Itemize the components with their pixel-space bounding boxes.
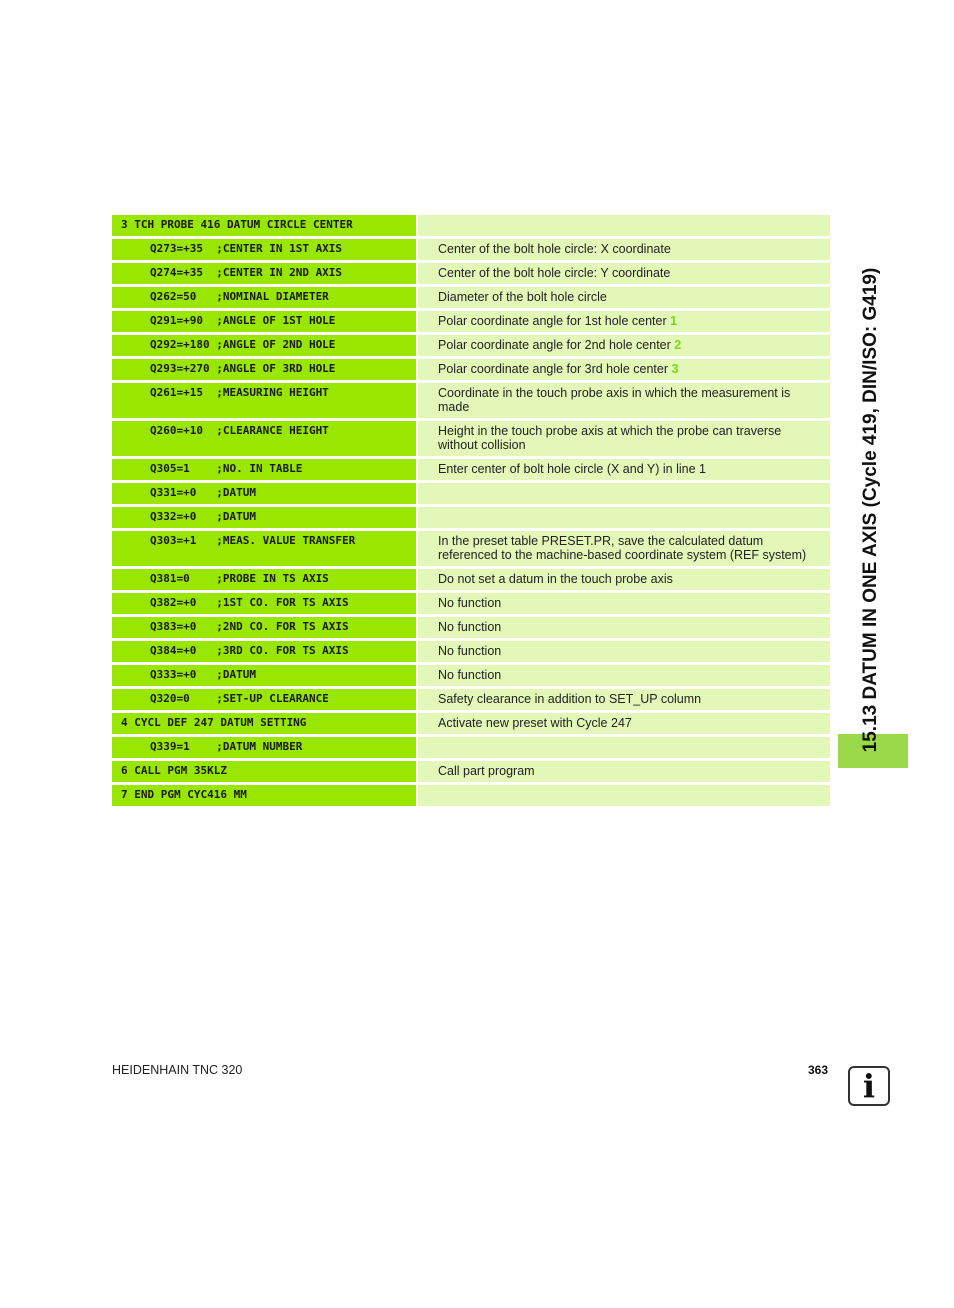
code-description — [418, 785, 830, 806]
code-description — [418, 459, 830, 480]
nc-code-line: Q381=0 ;PROBE IN TS AXIS — [112, 569, 416, 590]
nc-code-line: Q384=+0 ;3RD CO. FOR TS AXIS — [112, 641, 416, 662]
code-description — [418, 713, 830, 734]
code-description — [418, 531, 830, 566]
nc-code-line: Q320=0 ;SET-UP CLEARANCE — [112, 689, 416, 710]
program-row — [112, 335, 830, 356]
description-text: Polar coordinate angle for 1st hole center — [438, 314, 671, 328]
code-description — [418, 239, 830, 260]
code-description — [418, 641, 830, 662]
description-text: Activate new preset with Cycle 247 — [438, 716, 632, 730]
hole-marker-number: 2 — [674, 338, 682, 352]
description-text: Call part program — [438, 764, 535, 778]
nc-code-line: 3 TCH PROBE 416 DATUM CIRCLE CENTER — [112, 215, 416, 236]
code-description — [418, 761, 830, 782]
nc-code-line: Q332=+0 ;DATUM — [112, 507, 416, 528]
nc-code-line: Q333=+0 ;DATUM — [112, 665, 416, 686]
nc-code-line: Q293=+270 ;ANGLE OF 3RD HOLE — [112, 359, 416, 380]
nc-code-line: Q303=+1 ;MEAS. VALUE TRANSFER — [112, 531, 416, 566]
program-row — [112, 531, 830, 566]
description-text: Center of the bolt hole circle: X coordinate — [438, 242, 671, 256]
description-text: No function — [438, 668, 502, 682]
program-row — [112, 263, 830, 284]
program-row — [112, 641, 830, 662]
description-text: No function — [438, 596, 502, 610]
code-description — [418, 215, 830, 236]
program-row — [112, 483, 830, 504]
code-description — [418, 617, 830, 638]
code-description — [418, 263, 830, 284]
description-text: Enter center of bolt hole circle (X and Y) in line 1 — [438, 462, 706, 476]
nc-code-line: Q331=+0 ;DATUM — [112, 483, 416, 504]
nc-code-line: Q291=+90 ;ANGLE OF 1ST HOLE — [112, 311, 416, 332]
program-listing — [112, 215, 830, 809]
hole-marker-number: 3 — [671, 362, 679, 376]
program-row — [112, 311, 830, 332]
page-number: 363 — [808, 1063, 829, 1077]
program-row — [112, 689, 830, 710]
program-row — [112, 737, 830, 758]
description-text: Height in the touch probe axis at which the probe can traverse without collision — [438, 424, 782, 452]
description-text: In the preset table PRESET.PR, save the calculated datum referenced to the machine-based coordinate system (REF system) — [438, 534, 807, 562]
description-text: Polar coordinate angle for 3rd hole center — [438, 362, 672, 376]
description-text: Do not set a datum in the touch probe axis — [438, 572, 673, 586]
code-description — [418, 689, 830, 710]
nc-code-line: 4 CYCL DEF 247 DATUM SETTING — [112, 713, 416, 734]
description-text: Coordinate in the touch probe axis in which the measurement is made — [438, 386, 791, 414]
program-row — [112, 421, 830, 456]
description-text: Polar coordinate angle for 2nd hole center — [438, 338, 675, 352]
code-description — [418, 483, 830, 504]
program-row — [112, 215, 830, 236]
nc-code-line: Q273=+35 ;CENTER IN 1ST AXIS — [112, 239, 416, 260]
nc-code-line: 7 END PGM CYC416 MM — [112, 785, 416, 806]
program-row — [112, 665, 830, 686]
nc-code-line: Q305=1 ;NO. IN TABLE — [112, 459, 416, 480]
nc-code-line: Q339=1 ;DATUM NUMBER — [112, 737, 416, 758]
code-description — [418, 665, 830, 686]
program-row — [112, 507, 830, 528]
nc-code-line: Q261=+15 ;MEASURING HEIGHT — [112, 383, 416, 418]
program-row — [112, 713, 830, 734]
code-description — [418, 569, 830, 590]
nc-code-line: Q274=+35 ;CENTER IN 2ND AXIS — [112, 263, 416, 284]
description-text: No function — [438, 644, 502, 658]
code-description — [418, 421, 830, 456]
program-row — [112, 785, 830, 806]
program-row — [112, 359, 830, 380]
program-row — [112, 569, 830, 590]
description-text: Center of the bolt hole circle: Y coordinate — [438, 266, 671, 280]
code-description — [418, 737, 830, 758]
program-row — [112, 761, 830, 782]
nc-code-line: Q382=+0 ;1ST CO. FOR TS AXIS — [112, 593, 416, 614]
code-description — [418, 287, 830, 308]
program-row — [112, 593, 830, 614]
program-row — [112, 459, 830, 480]
nc-code-line: Q260=+10 ;CLEARANCE HEIGHT — [112, 421, 416, 456]
program-row — [112, 239, 830, 260]
code-description — [418, 507, 830, 528]
code-description — [418, 359, 830, 380]
side-chapter-title: 15.13 DATUM IN ONE AXIS (Cycle 419, DIN/ISO: G419) — [860, 267, 881, 753]
description-text: Diameter of the bolt hole circle — [438, 290, 607, 304]
footer-manual-name: HEIDENHAIN TNC 320 — [112, 1063, 243, 1077]
info-icon: i — [848, 1066, 890, 1106]
code-description — [418, 593, 830, 614]
code-description — [418, 335, 830, 356]
program-row — [112, 383, 830, 418]
hole-marker-number: 1 — [670, 314, 678, 328]
code-description — [418, 311, 830, 332]
code-description — [418, 383, 830, 418]
nc-code-line: Q262=50 ;NOMINAL DIAMETER — [112, 287, 416, 308]
program-row — [112, 617, 830, 638]
description-text: Safety clearance in addition to SET_UP column — [438, 692, 702, 706]
description-text: No function — [438, 620, 502, 634]
nc-code-line: Q292=+180 ;ANGLE OF 2ND HOLE — [112, 335, 416, 356]
nc-code-line: Q383=+0 ;2ND CO. FOR TS AXIS — [112, 617, 416, 638]
nc-code-line: 6 CALL PGM 35KLZ — [112, 761, 416, 782]
program-row — [112, 287, 830, 308]
